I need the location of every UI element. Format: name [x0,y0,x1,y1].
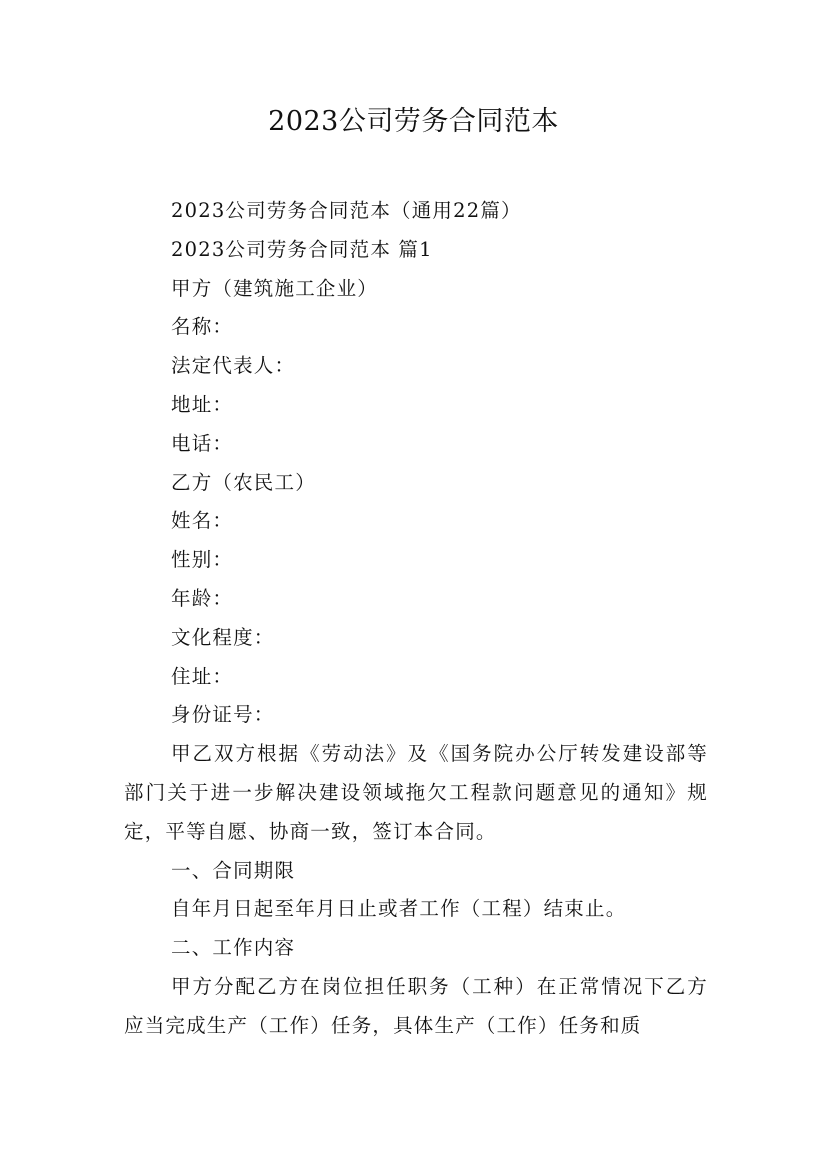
party-b-name-field: 姓名： [171,509,234,533]
party-b-gender-field: 性别： [171,548,234,572]
chapter-heading: 2023公司劳务合同范本 篇1 [171,237,433,261]
section-1-heading: 一、合同期限 [171,858,296,882]
party-b-id-number-field: 身份证号： [171,703,275,727]
section-1-text: 自年月日起至年月日止或者工作（工程）结束止。 [171,897,627,921]
party-b-age-field: 年龄： [171,586,234,610]
party-a-heading: 甲方（建筑施工企业） [171,276,379,300]
section-2-text: 甲方分配乙方在岗位担任职务（工种）在正常情况下乙方应当完成生产（工作）任务，具体生产（工作）任务和质 [124,974,708,1037]
party-b-residence-field: 住址： [171,664,234,688]
document-title: 2023公司劳务合同范本 [268,106,559,137]
document-body [124,192,708,1046]
subtitle-line: 2023公司劳务合同范本（通用22篇） [171,199,522,222]
party-a-address-field: 地址： [171,392,234,416]
party-a-phone-field: 电话： [171,431,234,455]
party-a-name-field: 名称： [171,315,234,339]
agreement-paragraph: 甲乙双方根据《劳动法》及《国务院办公厅转发建设部等部门关于进一步解决建设领域拖欠工程款问题意见的通知》规定，平等自愿、协商一致，签订本合同。 [124,742,708,843]
party-a-representative-field: 法定代表人： [171,354,296,378]
party-b-heading: 乙方（农民工） [171,470,316,494]
section-2-heading: 二、工作内容 [171,936,296,960]
party-b-education-field: 文化程度： [171,625,275,649]
